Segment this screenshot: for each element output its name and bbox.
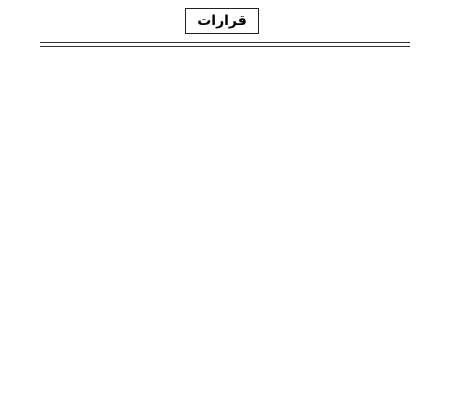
title-rule-top bbox=[40, 42, 410, 43]
document-body bbox=[40, 56, 410, 392]
page-title: قرارات bbox=[185, 8, 259, 34]
title-rule-bottom bbox=[40, 46, 410, 47]
